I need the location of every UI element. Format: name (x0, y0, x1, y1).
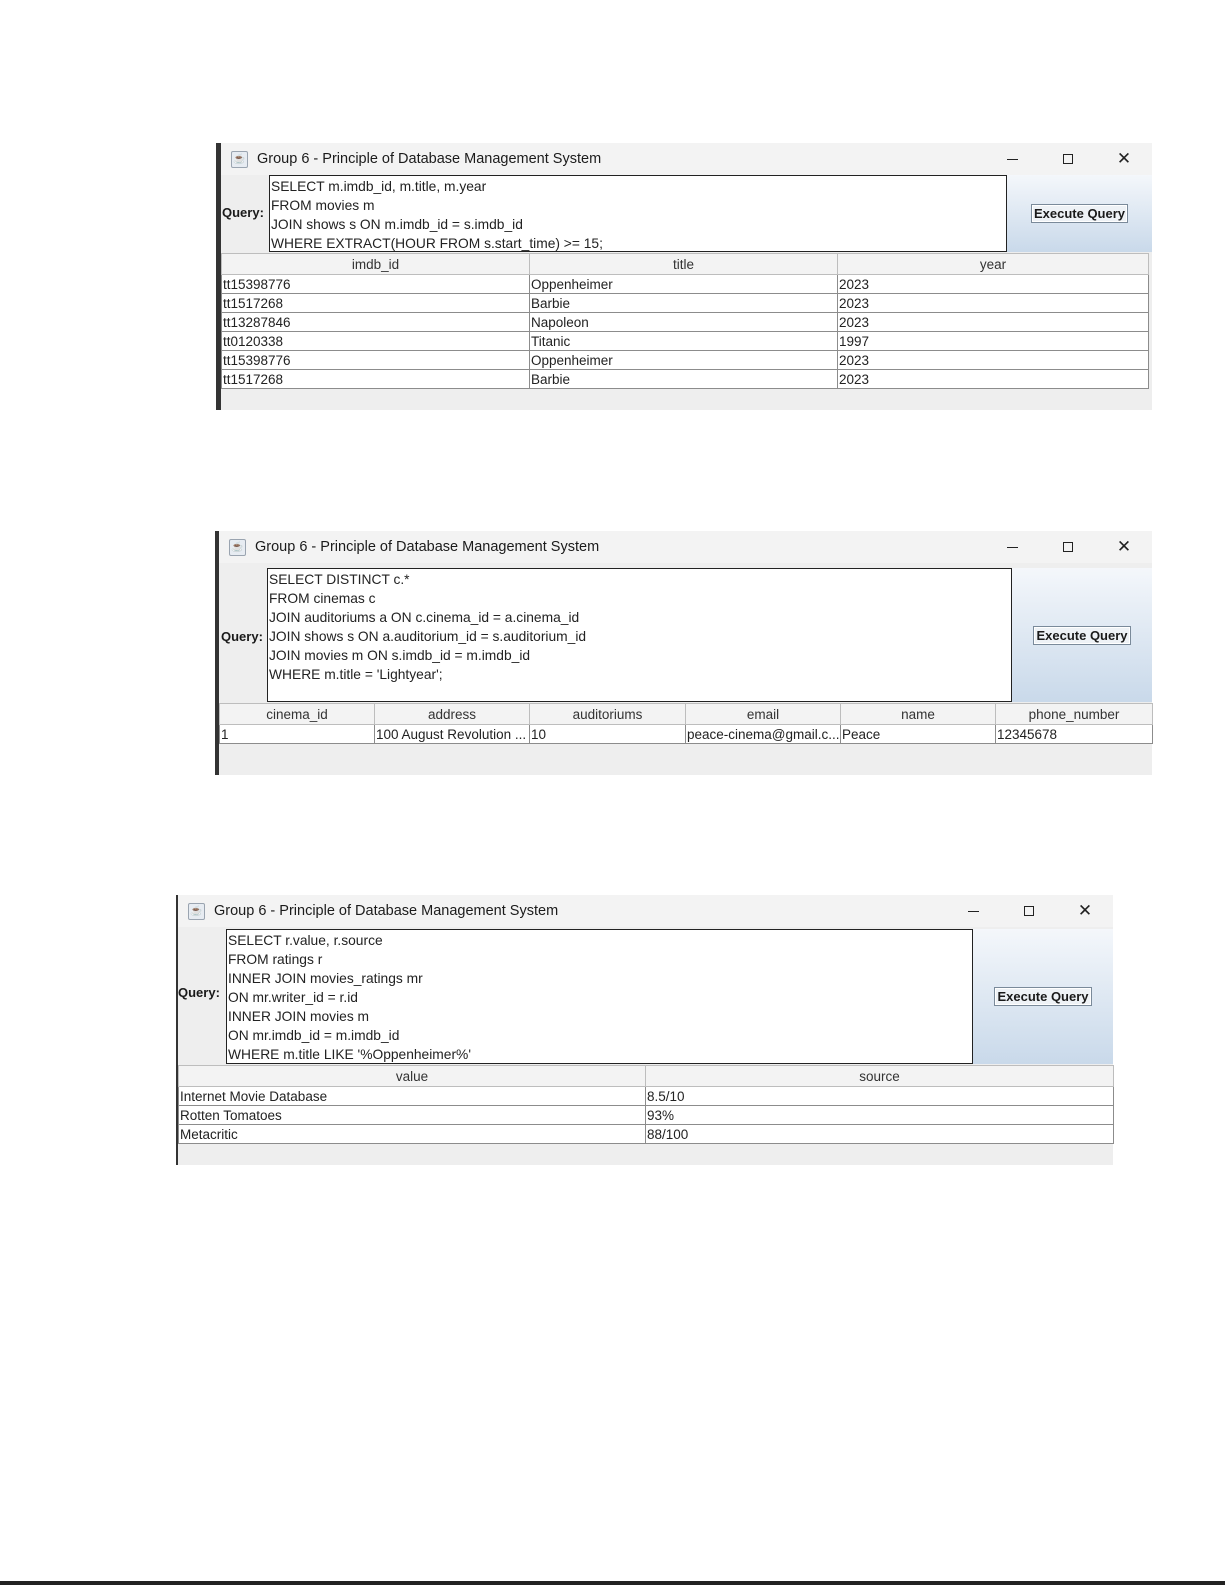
title-bar (221, 143, 1152, 175)
table-cell[interactable]: tt1517268 (222, 294, 530, 313)
query-line: SELECT DISTINCT c.* (269, 572, 410, 587)
execute-query-button[interactable]: Execute Query (1033, 626, 1130, 645)
execute-query-button[interactable]: Execute Query (994, 987, 1091, 1006)
table-cell[interactable]: tt0120338 (222, 332, 530, 351)
results-table (178, 1065, 1114, 1144)
maximize-icon (1024, 906, 1034, 916)
table-header-row (179, 1066, 1114, 1087)
table-cell[interactable]: Oppenheimer (530, 351, 838, 370)
query-line: FROM ratings r (228, 952, 323, 967)
column-header[interactable]: email (686, 704, 841, 725)
close-icon: ✕ (1116, 149, 1132, 168)
table-row[interactable] (222, 351, 1149, 370)
table-cell[interactable]: 1997 (838, 332, 1149, 351)
window-title: Group 6 - Principle of Database Management System (255, 539, 600, 555)
java-coffee-icon: ☕ (231, 151, 248, 168)
table-cell[interactable]: 1 (220, 725, 375, 744)
table-row[interactable] (179, 1106, 1114, 1125)
column-header[interactable]: auditoriums (530, 704, 686, 725)
table-cell[interactable]: tt13287846 (222, 313, 530, 332)
table-cell[interactable]: Internet Movie Database (179, 1087, 646, 1106)
query-label: Query: (221, 629, 263, 644)
table-cell[interactable]: 88/100 (646, 1125, 1114, 1144)
query-line: FROM movies m (271, 198, 375, 213)
column-header[interactable]: address (375, 704, 530, 725)
column-header[interactable]: cinema_id (220, 704, 375, 725)
table-row[interactable] (179, 1125, 1114, 1144)
query-line: JOIN shows s ON a.auditorium_id = s.auditorium_id (269, 629, 587, 644)
minimize-button[interactable] (984, 531, 1040, 563)
query-line: JOIN auditoriums a ON c.cinema_id = a.cinema_id (269, 610, 580, 625)
table-cell[interactable]: tt15398776 (222, 275, 530, 294)
table-cell[interactable]: 2023 (838, 294, 1149, 313)
query-line: ON mr.writer_id = r.id (228, 990, 358, 1005)
query-line: WHERE m.title = 'Lightyear'; (269, 667, 443, 682)
query-line: JOIN shows s ON m.imdb_id = s.imdb_id (271, 217, 523, 232)
table-cell[interactable]: Peace (841, 725, 996, 744)
close-icon: ✕ (1077, 901, 1093, 920)
query-window-3 (176, 895, 1113, 1165)
table-cell[interactable]: Napoleon (530, 313, 838, 332)
page-bottom-rule (0, 1581, 1225, 1585)
window-title: Group 6 - Principle of Database Management System (214, 903, 559, 919)
column-header[interactable]: name (841, 704, 996, 725)
minimize-icon (968, 911, 979, 912)
query-textarea[interactable] (267, 568, 1012, 702)
query-line: INNER JOIN movies_ratings mr (228, 971, 423, 986)
table-cell[interactable]: Metacritic (179, 1125, 646, 1144)
table-cell[interactable]: 2023 (838, 351, 1149, 370)
table-cell[interactable]: 2023 (838, 275, 1149, 294)
query-window-2 (215, 531, 1152, 775)
table-row[interactable] (222, 275, 1149, 294)
table-cell[interactable]: 8.5/10 (646, 1087, 1114, 1106)
query-label: Query: (222, 205, 264, 220)
maximize-button[interactable] (1040, 531, 1096, 563)
java-coffee-icon: ☕ (229, 539, 246, 556)
table-cell[interactable]: peace-cinema@gmail.c... (687, 726, 840, 742)
query-line: FROM cinemas c (269, 591, 376, 606)
column-header[interactable]: value (179, 1066, 646, 1087)
close-button[interactable] (1057, 895, 1113, 927)
table-cell[interactable]: Rotten Tomatoes (179, 1106, 646, 1125)
table-row[interactable] (220, 725, 1153, 744)
table-cell[interactable]: 2023 (838, 313, 1149, 332)
button-panel (1012, 568, 1152, 702)
query-line: JOIN movies m ON s.imdb_id = m.imdb_id (269, 648, 531, 663)
query-line: INNER JOIN movies m (228, 1009, 370, 1024)
column-header[interactable]: year (838, 254, 1149, 275)
close-icon: ✕ (1116, 537, 1132, 556)
table-row[interactable] (222, 294, 1149, 313)
table-cell[interactable]: 93% (646, 1106, 1114, 1125)
table-row[interactable] (179, 1087, 1114, 1106)
query-line: ON mr.imdb_id = m.imdb_id (228, 1028, 400, 1043)
java-coffee-icon: ☕ (188, 903, 205, 920)
table-row[interactable] (222, 370, 1149, 389)
table-cell[interactable]: Titanic (530, 332, 838, 351)
table-header-row (222, 254, 1149, 275)
window-title: Group 6 - Principle of Database Management System (257, 151, 602, 167)
query-line: WHERE EXTRACT(HOUR FROM s.start_time) >= 15; (271, 236, 603, 251)
query-line: WHERE m.title LIKE '%Oppenheimer%' (228, 1047, 471, 1062)
query-window-1 (216, 143, 1152, 410)
maximize-icon (1063, 154, 1073, 164)
execute-query-button[interactable]: Execute Query (1031, 204, 1128, 223)
minimize-button[interactable] (984, 143, 1040, 175)
close-button[interactable] (1096, 143, 1152, 175)
table-cell[interactable]: 12345678 (996, 725, 1153, 744)
table-header-row (220, 704, 1153, 725)
maximize-button[interactable] (1001, 895, 1057, 927)
table-cell[interactable]: tt15398776 (222, 351, 530, 370)
title-bar (178, 895, 1113, 927)
minimize-icon (1007, 159, 1018, 160)
column-header[interactable]: phone_number (996, 704, 1153, 725)
results-table (219, 703, 1153, 744)
table-cell[interactable]: tt1517268 (222, 370, 530, 389)
button-panel (973, 929, 1113, 1064)
query-textarea[interactable] (226, 929, 973, 1064)
column-header[interactable]: imdb_id (222, 254, 530, 275)
table-cell[interactable]: 10 (530, 725, 686, 744)
minimize-icon (1007, 547, 1018, 548)
query-label: Query: (178, 985, 220, 1000)
query-textarea[interactable] (269, 175, 1007, 252)
close-button[interactable] (1096, 531, 1152, 563)
button-panel (1007, 175, 1152, 252)
table-cell[interactable]: Oppenheimer (530, 275, 838, 294)
column-header[interactable]: title (530, 254, 838, 275)
table-row[interactable] (222, 313, 1149, 332)
title-bar (219, 531, 1152, 563)
maximize-icon (1063, 542, 1073, 552)
results-table (221, 253, 1149, 389)
table-cell[interactable]: 2023 (838, 370, 1149, 389)
column-header[interactable]: source (646, 1066, 1114, 1087)
table-cell[interactable]: Barbie (530, 294, 838, 313)
maximize-button[interactable] (1040, 143, 1096, 175)
table-row[interactable] (222, 332, 1149, 351)
table-cell[interactable]: Barbie (530, 370, 838, 389)
query-line: SELECT r.value, r.source (228, 933, 383, 948)
query-line: SELECT m.imdb_id, m.title, m.year (271, 179, 487, 194)
minimize-button[interactable] (945, 895, 1001, 927)
table-cell[interactable]: 100 August Revolution ... (375, 725, 530, 744)
